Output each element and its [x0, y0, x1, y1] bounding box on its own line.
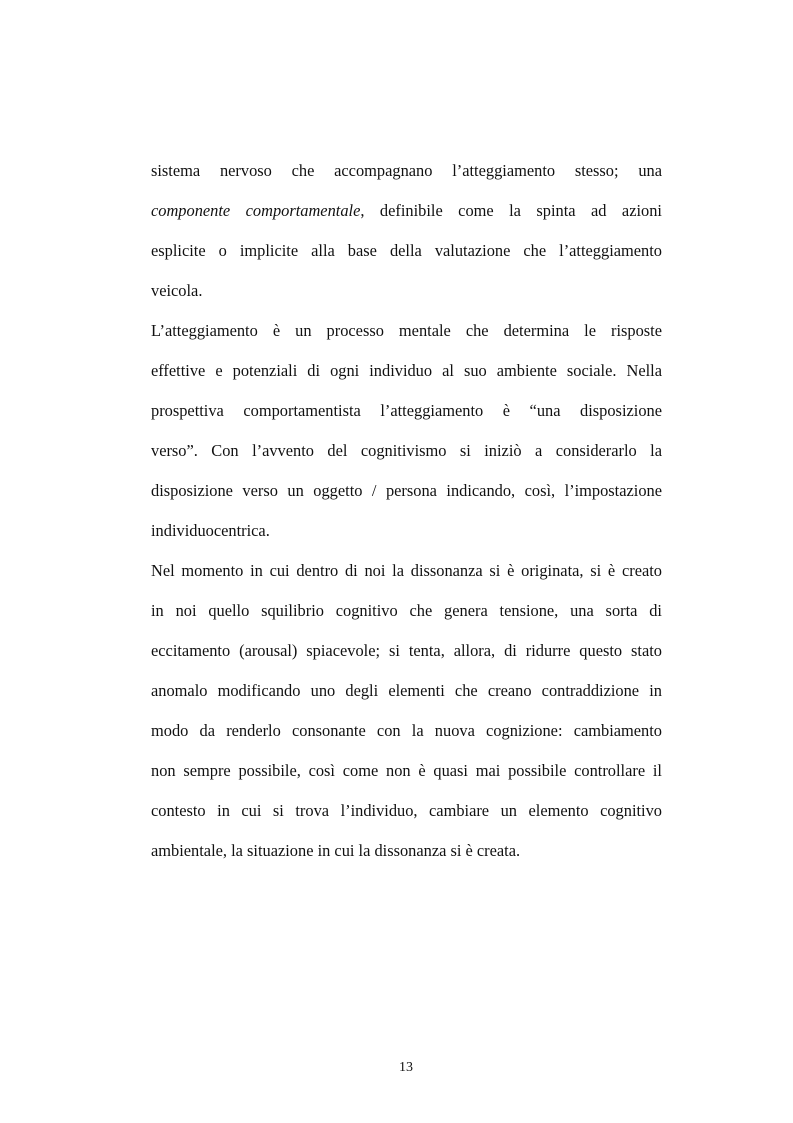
text-line: esplicite o implicite alla base della valutazione che l’atteggiamento — [151, 241, 662, 260]
text-line: sistema nervoso che accompagnano l’atteggiamento stesso; una — [151, 161, 662, 180]
text-line: veicola. — [151, 281, 203, 300]
text-line: individuocentrica. — [151, 521, 270, 540]
body-text — [151, 151, 662, 871]
text-line: disposizione verso un oggetto / persona indicando, così, l’impostazione — [151, 481, 662, 500]
text-line: verso”. Con l’avvento del cognitivismo si iniziò a considerarlo la — [151, 441, 662, 460]
text-line: L’atteggiamento è un processo mentale che determina le risposte — [151, 321, 662, 340]
text-line: modo da renderlo consonante con la nuova cognizione: cambiamento — [151, 721, 662, 740]
text-line: ambientale, la situazione in cui la dissonanza si è creata. — [151, 841, 521, 860]
text-line-rest: , definibile come la spinta ad azioni — [360, 201, 662, 220]
text-line: Nel momento in cui dentro di noi la dissonanza si è originata, si è creato — [151, 561, 662, 580]
italic-term: componente comportamentale — [151, 201, 361, 220]
text-line: prospettiva comportamentista l’atteggiamento è “una disposizione — [151, 401, 662, 420]
text-line: effettive e potenziali di ogni individuo al suo ambiente sociale. Nella — [151, 361, 662, 380]
text-line — [151, 191, 662, 231]
text-line: in noi quello squilibrio cognitivo che genera tensione, una sorta di — [151, 601, 662, 620]
text-line: eccitamento (arousal) spiacevole; si tenta, allora, di ridurre questo stato — [151, 641, 662, 660]
text-line: contesto in cui si trova l’individuo, cambiare un elemento cognitivo — [151, 801, 662, 820]
text-line: non sempre possibile, così come non è quasi mai possibile controllare il — [151, 761, 662, 780]
text-line: anomalo modificando uno degli elementi che creano contraddizione in — [151, 681, 662, 700]
page-number: 13 — [399, 1060, 413, 1075]
